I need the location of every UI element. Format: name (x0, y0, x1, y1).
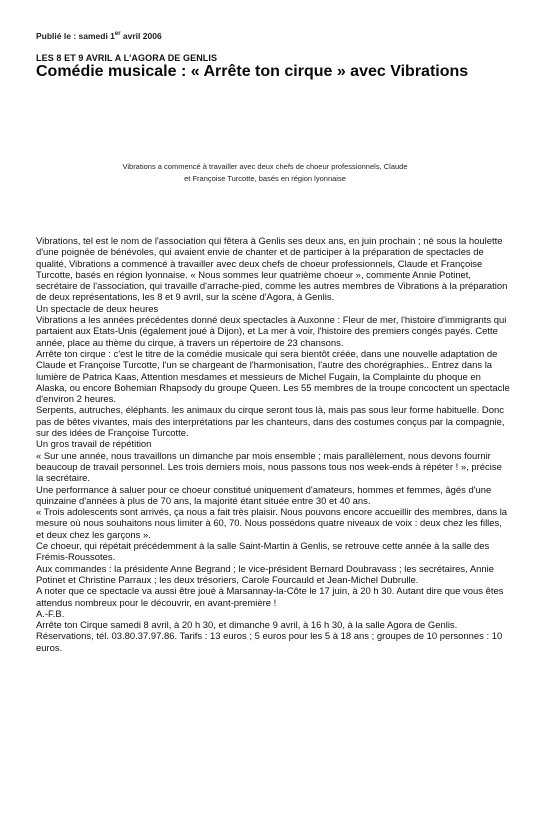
article-lead: Vibrations a commencé à travailler avec deux chefs de choeur professionnels, Claude et Françoise Turcotte, basés en région lyonnaise (122, 162, 408, 183)
section-subheading: Un spectacle de deux heures (36, 303, 159, 315)
author-signature: A.-F.B. (36, 608, 65, 620)
article-kicker: LES 8 ET 9 AVRIL A L'AGORA DE GENLIS (36, 53, 218, 63)
body-paragraph: Arrête ton cirque : c'est le titre de la comédie musicale qui sera bientôt créée, dans une nouvelle adaptation de Claude et Françoise Turcotte, l'un se chargeant de l'harmonisation, l'autre des chorégraphies.. Entrez dans la lumière de Patrica Kaas, Attention mesdames et messieurs de Michel Fugain, la Complainte du phoque en Alaska, ou encore Bohemian Rhapsody du groupe Queen. Les 55 membres de la troupe concoctent un spectacle d'environ 2 heures. (36, 348, 510, 406)
article-body (36, 236, 510, 654)
body-paragraph: Aux commandes : la présidente Anne Begrand ; le vice-président Bernard Doubravass ; les secrétaires, Annie Potinet et Christine Parraux ; les deux trésoriers, Carole Fourcauld et Jean-Michel Dubrulle. (36, 563, 494, 586)
body-paragraph: « Sur une année, nous travaillons un dimanche par mois ensemble ; mais parallèlement, nous devons fournir beaucoup de travail personnel. Les trois derniers mois, nous passons tous nos week-ends à répéter ! », précise la secrétaire. (36, 450, 502, 485)
body-paragraph: Une performance à saluer pour ce choeur constitué uniquement d'amateurs, hommes et femmes, âgés d'une quinzaine d'années à plus de 70 ans, la majorité étant située entre 30 et 40 ans. (36, 484, 492, 507)
publication-date-ordinal: er (114, 31, 121, 38)
event-info: Arrête ton Cirque samedi 8 avril, à 20 h 30, et dimanche 9 avril, à 16 h 30, à la salle Agora de Genlis. Réservations, tél. 03.80.37.97.86. Tarifs : 13 euros ; 5 euros pour les 5 à 18 ans ; groupes de 10 personnes : 10 euros. (36, 620, 503, 654)
publication-date-prefix: Publié le : samedi 1 (36, 31, 115, 41)
body-paragraph: Ce choeur, qui répétait précédemment à la salle Saint-Martin à Genlis, se retrouve cette année à la salle des Frémis-Roussotes. (36, 541, 490, 564)
body-paragraph: Vibrations, tel est le nom de l'association qui fêtera à Genlis ses deux ans, en juin prochain ; né sous la houlette d'une poignée de bénévoles, qui avaient envie de chanter et de participer à la préparation de spectacles de qualité, Vibrations a commencé à travailler avec deux chefs de choeur professionnels, Claude et Françoise Turcotte, basés en région lyonnaise. « Nous sommes leur quatrième choeur », commente Annie Potinet, secrétaire de l'association, qui travaille d'arrache-pied, comme les autres membres de Vibrations à la préparation de deux représentations, les 8 et 9 avril, sur la scène d'Agora, à Genlis. (36, 236, 508, 304)
publication-date-suffix: avril 2006 (120, 31, 162, 41)
body-paragraph: Serpents, autruches, éléphants. les animaux du cirque seront tous là, mais pas sous leur forme habituelle. Donc pas de bêtes vivantes, mais des interprétations par les chanteurs, dans des costumes conçus par la compagnie, sur des idées de Françoise Turcotte. (36, 405, 505, 440)
publication-date (36, 31, 162, 41)
body-paragraph: A noter que ce spectacle va aussi être joué à Marsannay-la-Côte le 17 juin, à 20 h 30. Autant dire que vous êtes attendus nombreux pour le découvrir, en avant-première ! (36, 586, 504, 609)
body-paragraph: « Trois adolescents sont arrivés, ça nous a fait très plaisir. Nous pouvons encore accueillir des membres, dans la mesure où nous souhaitons nous limiter à 60, 70. Nous possédons quatre niveaux de voix : deux chez les filles, et deux chez les garçons ». (36, 507, 508, 541)
section-subheading: Un gros travail de répétition (36, 439, 152, 451)
body-paragraph: Vibrations a les années précédentes donné deux spectacles à Auxonne : Fleur de mer, l'histoire d'immigrants qui partaient aux Etats-Unis (également joué à Dijon), et La mer à voir, l'histoire des premiers congés payés. Cette année, place au thème du cirque, à travers un répertoire de 23 chansons. (36, 315, 507, 349)
article-headline: Comédie musicale : « Arrête ton cirque » avec Vibrations (36, 63, 469, 80)
